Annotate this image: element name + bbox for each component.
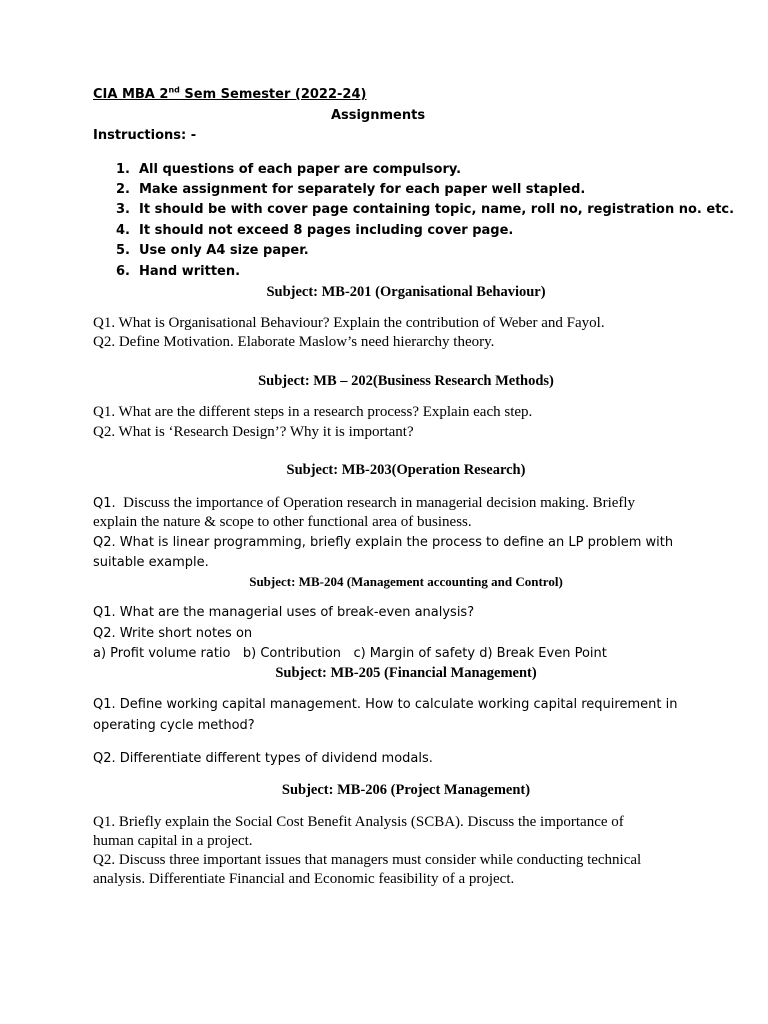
question-text: Q2. Write short notes on	[93, 626, 253, 641]
title-superscript: nd	[168, 85, 180, 95]
instruction-item: 2. Make assignment for separately for each paper well stapled.	[116, 182, 586, 197]
subject-heading-mb201: Subject: MB-201 (Organisational Behaviour)	[266, 284, 546, 300]
question-text: Q1. Briefly explain the Social Cost Benefit Analysis (SCBA). Discuss the importance of	[93, 814, 624, 830]
instruction-item: 1. All questions of each paper are compulsory.	[116, 162, 462, 177]
question-text: Q2. Define Motivation. Elaborate Maslow’s need hierarchy theory.	[93, 334, 495, 350]
instruction-item: 4. It should not exceed 8 pages including cover page.	[116, 223, 514, 238]
question-text: Q1. Define working capital management. How to calculate working capital requirement in	[93, 697, 678, 712]
question-text: Q2. Differentiate different types of dividend modals.	[93, 751, 433, 766]
instruction-item: 3. It should be with cover page containing topic, name, roll no, registration no. etc.	[116, 202, 735, 217]
subject-heading-mb205: Subject: MB-205 (Financial Management)	[275, 665, 537, 681]
question-text: Q2. What is linear programming, briefly explain the process to define an LP problem with	[93, 535, 674, 550]
question-text: Q1. What are the different steps in a research process? Explain each step.	[93, 404, 533, 420]
subject-heading-mb202: Subject: MB – 202(Business Research Methods)	[258, 373, 554, 389]
question-text: Q1. What are the managerial uses of break-even analysis?	[93, 605, 475, 620]
assignments-heading: Assignments	[330, 108, 426, 123]
instruction-item: 5. Use only A4 size paper.	[116, 243, 309, 258]
question-options: a) Profit volume ratio b) Contribution c) Margin of safety d) Break Even Point	[93, 646, 607, 661]
subject-heading-mb204: Subject: MB-204 (Management accounting and Control)	[249, 574, 563, 589]
question-text: explain the nature & scope to other functional area of business.	[93, 514, 472, 530]
instruction-item: 6. Hand written.	[116, 264, 241, 279]
question-text: suitable example.	[93, 555, 209, 570]
question-text: analysis. Differentiate Financial and Economic feasibility of a project.	[93, 871, 515, 887]
subject-heading-mb203: Subject: MB-203(Operation Research)	[286, 462, 526, 478]
subject-heading-mb206: Subject: MB-206 (Project Management)	[281, 782, 531, 798]
document-title: CIA MBA 2nd Sem Semester (2022-24)	[93, 85, 367, 102]
question-text: Q1. What is Organisational Behaviour? Explain the contribution of Weber and Fayol.	[93, 315, 605, 331]
question-text: human capital in a project.	[93, 833, 253, 849]
question-text: Q2. Discuss three important issues that managers must consider while conducting technical	[93, 852, 642, 868]
instructions-label: Instructions: -	[93, 128, 197, 143]
question-text: Q1. Discuss the importance of Operation research in managerial decision making. Briefly	[93, 495, 636, 511]
question-text: Q2. What is ‘Research Design’? Why it is important?	[93, 424, 414, 440]
question-text: operating cycle method?	[93, 718, 255, 733]
